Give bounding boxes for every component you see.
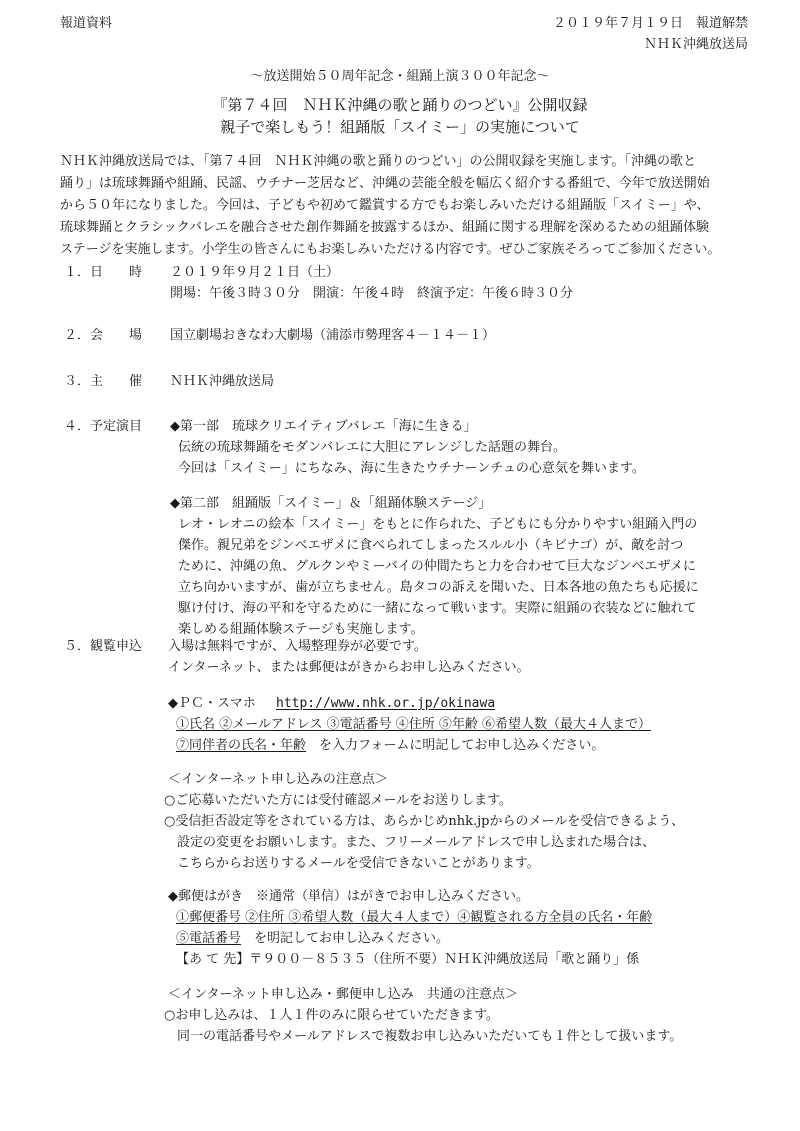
section-label: 観覧申込	[90, 639, 143, 654]
part1-heading: ◆第一部 琉球クリエイティブバレエ「海に生きる」	[170, 419, 477, 434]
part1-line: 今回は「スイミー」にちなみ、海に生きたウチナーンチュの心意気を舞います。	[178, 461, 645, 476]
application-line: 入場は無料ですが、入場整理券が必要です。	[168, 639, 427, 654]
anniversary-subtitle: ～放送開始５０周年記念・組踊上演３００年記念～	[250, 69, 550, 84]
common-notes-heading: ＜インターネット申し込み・郵便申し込み 共通の注意点＞	[168, 987, 518, 1002]
section-label: 予定演目	[90, 419, 143, 434]
release-date: ２０１９年７月１９日 報道解禁	[552, 16, 748, 31]
document-title-line1: 『第７４回 ＮＨＫ沖縄の歌と踊りのつどい』公開収録	[212, 96, 588, 114]
part1-line: 伝統の琉球舞踊をモダンバレエに大胆にアレンジした話題の舞台。	[178, 440, 567, 455]
part2-heading: ◆第二部 組踊版「スイミー」＆「組踊体験ステージ」	[170, 496, 492, 511]
application-url-link[interactable]: http://www.nhk.or.jp/okinawa	[276, 696, 496, 711]
intro-line: 琉球舞踊とクラシックバレエを融合させた創作舞踊を披露するほか、組踊に関する理解を深めるための組踊体験	[60, 220, 709, 235]
pc-required-fields-cont	[176, 737, 604, 754]
application-line: インターネット、または郵便はがきからお申し込みください。	[168, 660, 530, 675]
internet-note: こちらからお送りするメールを受信できないことがあります。	[164, 856, 540, 871]
part2-line: 駆け付け、海の平和を守るために一緒になって戦います。実際に組踊の衣装などに触れて	[178, 601, 697, 616]
postcard-address: 【あ て 先】〒９００－８５３５（住所不要）ＮＨＫ沖縄放送局「歌と踊り」係	[176, 952, 640, 967]
section-number: ３．	[64, 374, 91, 389]
section-label: 主 催	[90, 374, 143, 389]
part2-line: 楽しめる組踊体験ステージも実施します。	[178, 622, 424, 637]
common-note: 同一の電話番号やメールアドレスで複数お申し込みいただいても１件として扱います。	[164, 1029, 683, 1044]
internet-note: ○受信拒否設定等をされている方は、あらかじめnhk.jpからのメールを受信できるよう、	[164, 814, 685, 829]
intro-line: ＮＨＫ沖縄放送局では、「第７４回 ＮＨＫ沖縄の歌と踊りのつどい」の公開収録を実施します。「沖縄の歌と	[60, 154, 696, 169]
pc-smartphone-heading: ◆ＰＣ・スマホ	[168, 696, 256, 711]
venue-name: 国立劇場おきなわ大劇場（浦添市勢理客４－１４－１）	[170, 328, 496, 343]
postcard-phone-field: ⑤電話番号	[176, 931, 242, 946]
intro-line: から５０年になりました。今回は、子どもや初めて鑑賞する方でもお楽しみいただける組踊版「スイミー」や、	[60, 198, 710, 213]
postcard-required-fields-cont	[176, 930, 449, 947]
section-label: 日 時	[90, 265, 143, 280]
part2-line: レオ・レオニの絵本「スイミー」をもとに作られた、子どもにも分かりやすい組踊入門の	[178, 517, 698, 532]
internet-note: 設定の変更をお願いします。また、フリーメールアドレスで申し込まれた場合は、	[164, 835, 656, 850]
event-date: ２０１９年９月２１日（土）	[170, 265, 340, 280]
part2-line: ために、沖縄の魚、グルクンやミーバイの仲間たちと力を合わせて巨大なジンベエザメに	[178, 559, 696, 574]
pc-required-fields: ①氏名 ②メールアドレス ③電話番号 ④住所 ⑤年齢 ⑥希望人数（最大４人まで）	[176, 717, 652, 732]
section-number: ５．	[64, 639, 91, 654]
press-material-label: 報道資料	[60, 16, 113, 31]
part2-line: 立ち向かいますが、歯が立ちません。島タコの訴えを聞いた、日本各地の魚たちも応援に	[178, 580, 699, 595]
section-number: ４．	[64, 419, 91, 434]
postcard-heading: ◆郵便はがき ※通常（単信）はがきでお申し込みください。	[168, 889, 529, 904]
intro-line: ステージを実施します。小学生の皆さんにもお楽しみいただける内容です。ぜひご家族そろってご参加ください。	[60, 242, 721, 257]
event-times: 開場：午後３時３０分 開演：午後４時 終演予定：午後６時３０分	[170, 286, 574, 301]
common-note: ○お申し込みは、１人１件のみに限らせていただきます。	[164, 1008, 499, 1023]
intro-line: 踊り」は琉球舞踊や組踊、民謡、ウチナー芝居など、沖縄の芸能全般を幅広く紹介する番組で、今年で放送開始	[60, 176, 710, 191]
internet-note: ○ご応募いただいた方には受付確認メールをお送りします。	[164, 793, 513, 808]
postcard-required-fields: ①郵便番号 ②住所 ③希望人数（最大４人まで）④観覧される方全員の氏名・年齢	[176, 910, 653, 925]
section-number: １．	[64, 265, 91, 280]
organizer-name: ＮＨＫ沖縄放送局	[170, 374, 275, 389]
section-number: ２．	[64, 328, 91, 343]
pc-companion-field: ⑦同伴者の氏名・年齢	[176, 738, 307, 753]
document-title-line2: 親子で楽しもう！組踊版「スイミー」の実施について	[220, 118, 580, 136]
internet-notes-heading: ＜インターネット申し込みの注意点＞	[168, 772, 388, 787]
section-label: 会 場	[90, 328, 143, 343]
part2-line: 傑作。親兄弟をジンベエザメに食べられてしまったスルル小（キビナゴ）が、敵を討つ	[178, 538, 684, 553]
postcard-instruction: を明記してお申し込みください。	[241, 931, 450, 946]
organization-name: ＮＨＫ沖縄放送局	[643, 37, 748, 52]
pc-instruction: を入力フォームに明記してお申し込みください。	[306, 738, 605, 753]
